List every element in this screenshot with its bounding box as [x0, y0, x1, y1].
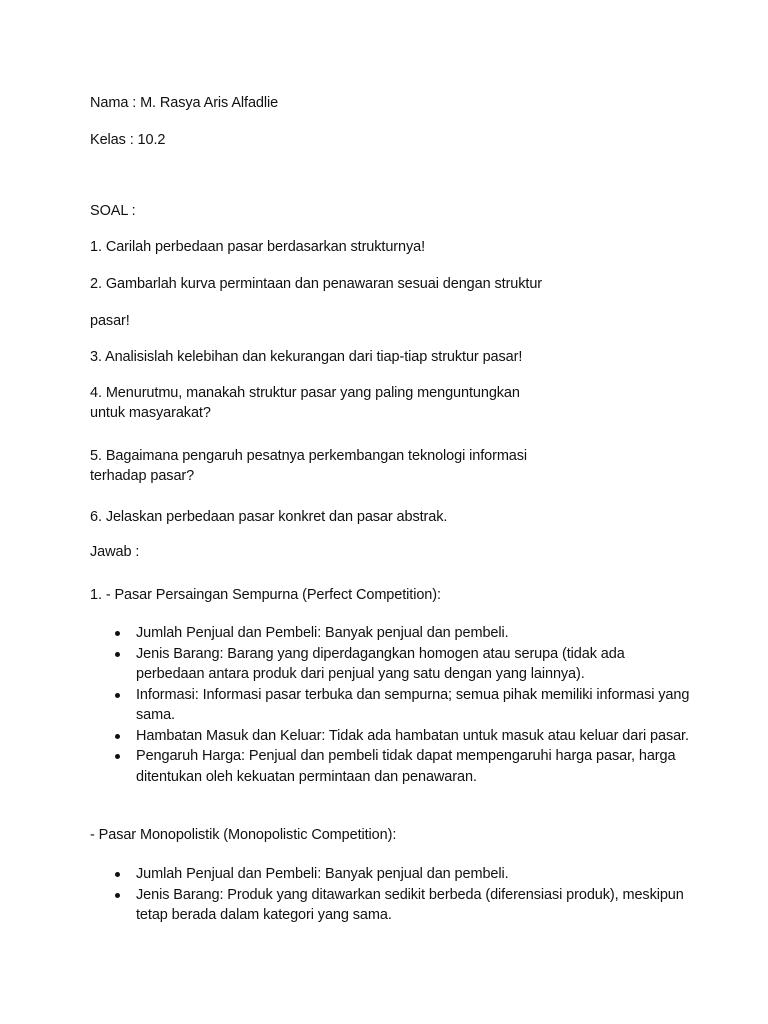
question-4-line-1: 4. Menurutmu, manakah struktur pasar yang paling menguntungkan: [90, 385, 520, 401]
question-2-line-1: 2. Gambarlah kurva permintaan dan penawaran sesuai dengan struktur: [90, 276, 543, 292]
item-term: Jumlah Penjual dan Pembeli: [136, 866, 318, 882]
questions-heading: SOAL :: [90, 203, 136, 219]
answers-heading: Jawab :: [90, 544, 140, 560]
bullet-icon: [115, 754, 120, 759]
question-6: 6. Jelaskan perbedaan pasar konkret dan pasar abstrak.: [90, 509, 448, 525]
item-term: Jenis Barang: [136, 645, 220, 662]
bullet-icon: [115, 652, 120, 657]
list-item: [90, 864, 690, 885]
student-class: Kelas : 10.2: [90, 132, 166, 148]
section-1-list: [90, 623, 690, 787]
section-2-title: - Pasar Monopolistik (Monopolistic Competition):: [90, 827, 397, 843]
item-text: : Informasi pasar terbuka dan sempurna; semua pihak memiliki informasi yang sama.: [136, 686, 690, 723]
question-5-line-1: 5. Bagaimana pengaruh pesatnya perkembangan teknologi informasi: [90, 448, 528, 464]
list-item: [90, 885, 690, 926]
item-text: : Barang yang diperdagangkan homogen atau serupa (tidak ada perbedaan antara produk dari penjual yang satu dengan yang lainnya).: [136, 645, 625, 682]
item-text: : Tidak ada hambatan untuk masuk atau keluar dari pasar.: [321, 727, 689, 744]
question-3: 3. Analisislah kelebihan dan kekurangan dari tiap-tiap struktur pasar!: [90, 349, 523, 365]
bullet-icon: [115, 631, 120, 636]
section-1-title: 1. - Pasar Persaingan Sempurna (Perfect Competition):: [90, 587, 441, 603]
item-term: Jenis Barang: [136, 886, 220, 903]
list-item: [90, 746, 690, 787]
question-1: 1. Carilah perbedaan pasar berdasarkan strukturnya!: [90, 239, 426, 255]
item-text: : Penjual dan pembeli tidak dapat mempengaruhi harga pasar, harga ditentukan oleh kekuatan permintaan dan penawaran.: [136, 748, 676, 785]
question-4-line-2: untuk masyarakat?: [90, 405, 211, 421]
item-term: Jumlah Penjual dan Pembeli: [136, 625, 318, 641]
section-2-list: [90, 864, 690, 926]
bullet-icon: [115, 734, 120, 739]
item-text: : Produk yang ditawarkan sedikit berbeda (diferensiasi produk), meskipun tetap berada dalam kategori yang sama.: [136, 886, 684, 923]
list-item: [90, 623, 690, 644]
item-term: Hambatan Masuk dan Keluar: [136, 727, 322, 744]
item-text: : Banyak penjual dan pembeli.: [317, 866, 509, 882]
question-2-line-2: pasar!: [90, 313, 130, 329]
list-item: [90, 726, 690, 747]
bullet-icon: [115, 693, 120, 698]
item-text: : Banyak penjual dan pembeli.: [317, 625, 509, 641]
bullet-icon: [115, 872, 120, 877]
question-5-line-2: terhadap pasar?: [90, 468, 195, 484]
item-term: Informasi: [136, 686, 195, 703]
list-item: [90, 644, 690, 685]
list-item: [90, 685, 690, 726]
student-name: Nama : M. Rasya Aris Alfadlie: [90, 95, 279, 111]
bullet-icon: [115, 893, 120, 898]
item-term: Pengaruh Harga: [136, 748, 242, 764]
